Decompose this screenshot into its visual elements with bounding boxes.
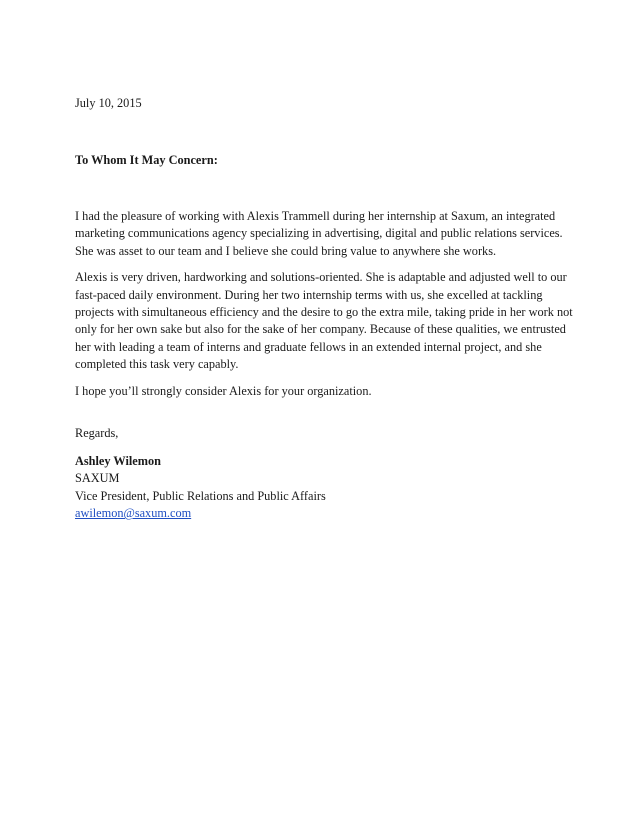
signer-title: Vice President, Public Relations and Public Affairs bbox=[75, 488, 326, 503]
signer-name: Ashley Wilemon bbox=[75, 454, 161, 468]
letter-paragraph-1: I had the pleasure of working with Alexis Trammell during her internship at Saxum, an integrated marketing communications agency specializing in advertising, digital and public relations services. She was asset to our team and I believe she could bring value to anywhere she works. bbox=[75, 209, 563, 258]
signer-email-link[interactable]: awilemon@saxum.com bbox=[75, 506, 192, 521]
letter-date: July 10, 2015 bbox=[75, 96, 142, 110]
signer-company: SAXUM bbox=[75, 471, 120, 486]
letter-salutation: To Whom It May Concern: bbox=[75, 153, 218, 167]
letter-paragraph-3: I hope you’ll strongly consider Alexis for your organization. bbox=[75, 383, 372, 398]
letter-closing: Regards, bbox=[75, 426, 119, 440]
signature-block bbox=[75, 453, 326, 523]
letter-body bbox=[75, 208, 575, 409]
letter-paragraph-2: Alexis is very driven, hardworking and solutions-oriented. She is adaptable and adjusted well to our fast-paced daily environment. During her two internship terms with us, she excelled at tackling projects with simultaneous efficiency and the desire to go the extra mile, taking pride in her work not only for her own sake but also for the sake of her company. Because of these qualities, we entrusted her with leading a team of interns and graduate fellows in an extended internal project, and she completed this task very capably. bbox=[75, 270, 573, 372]
